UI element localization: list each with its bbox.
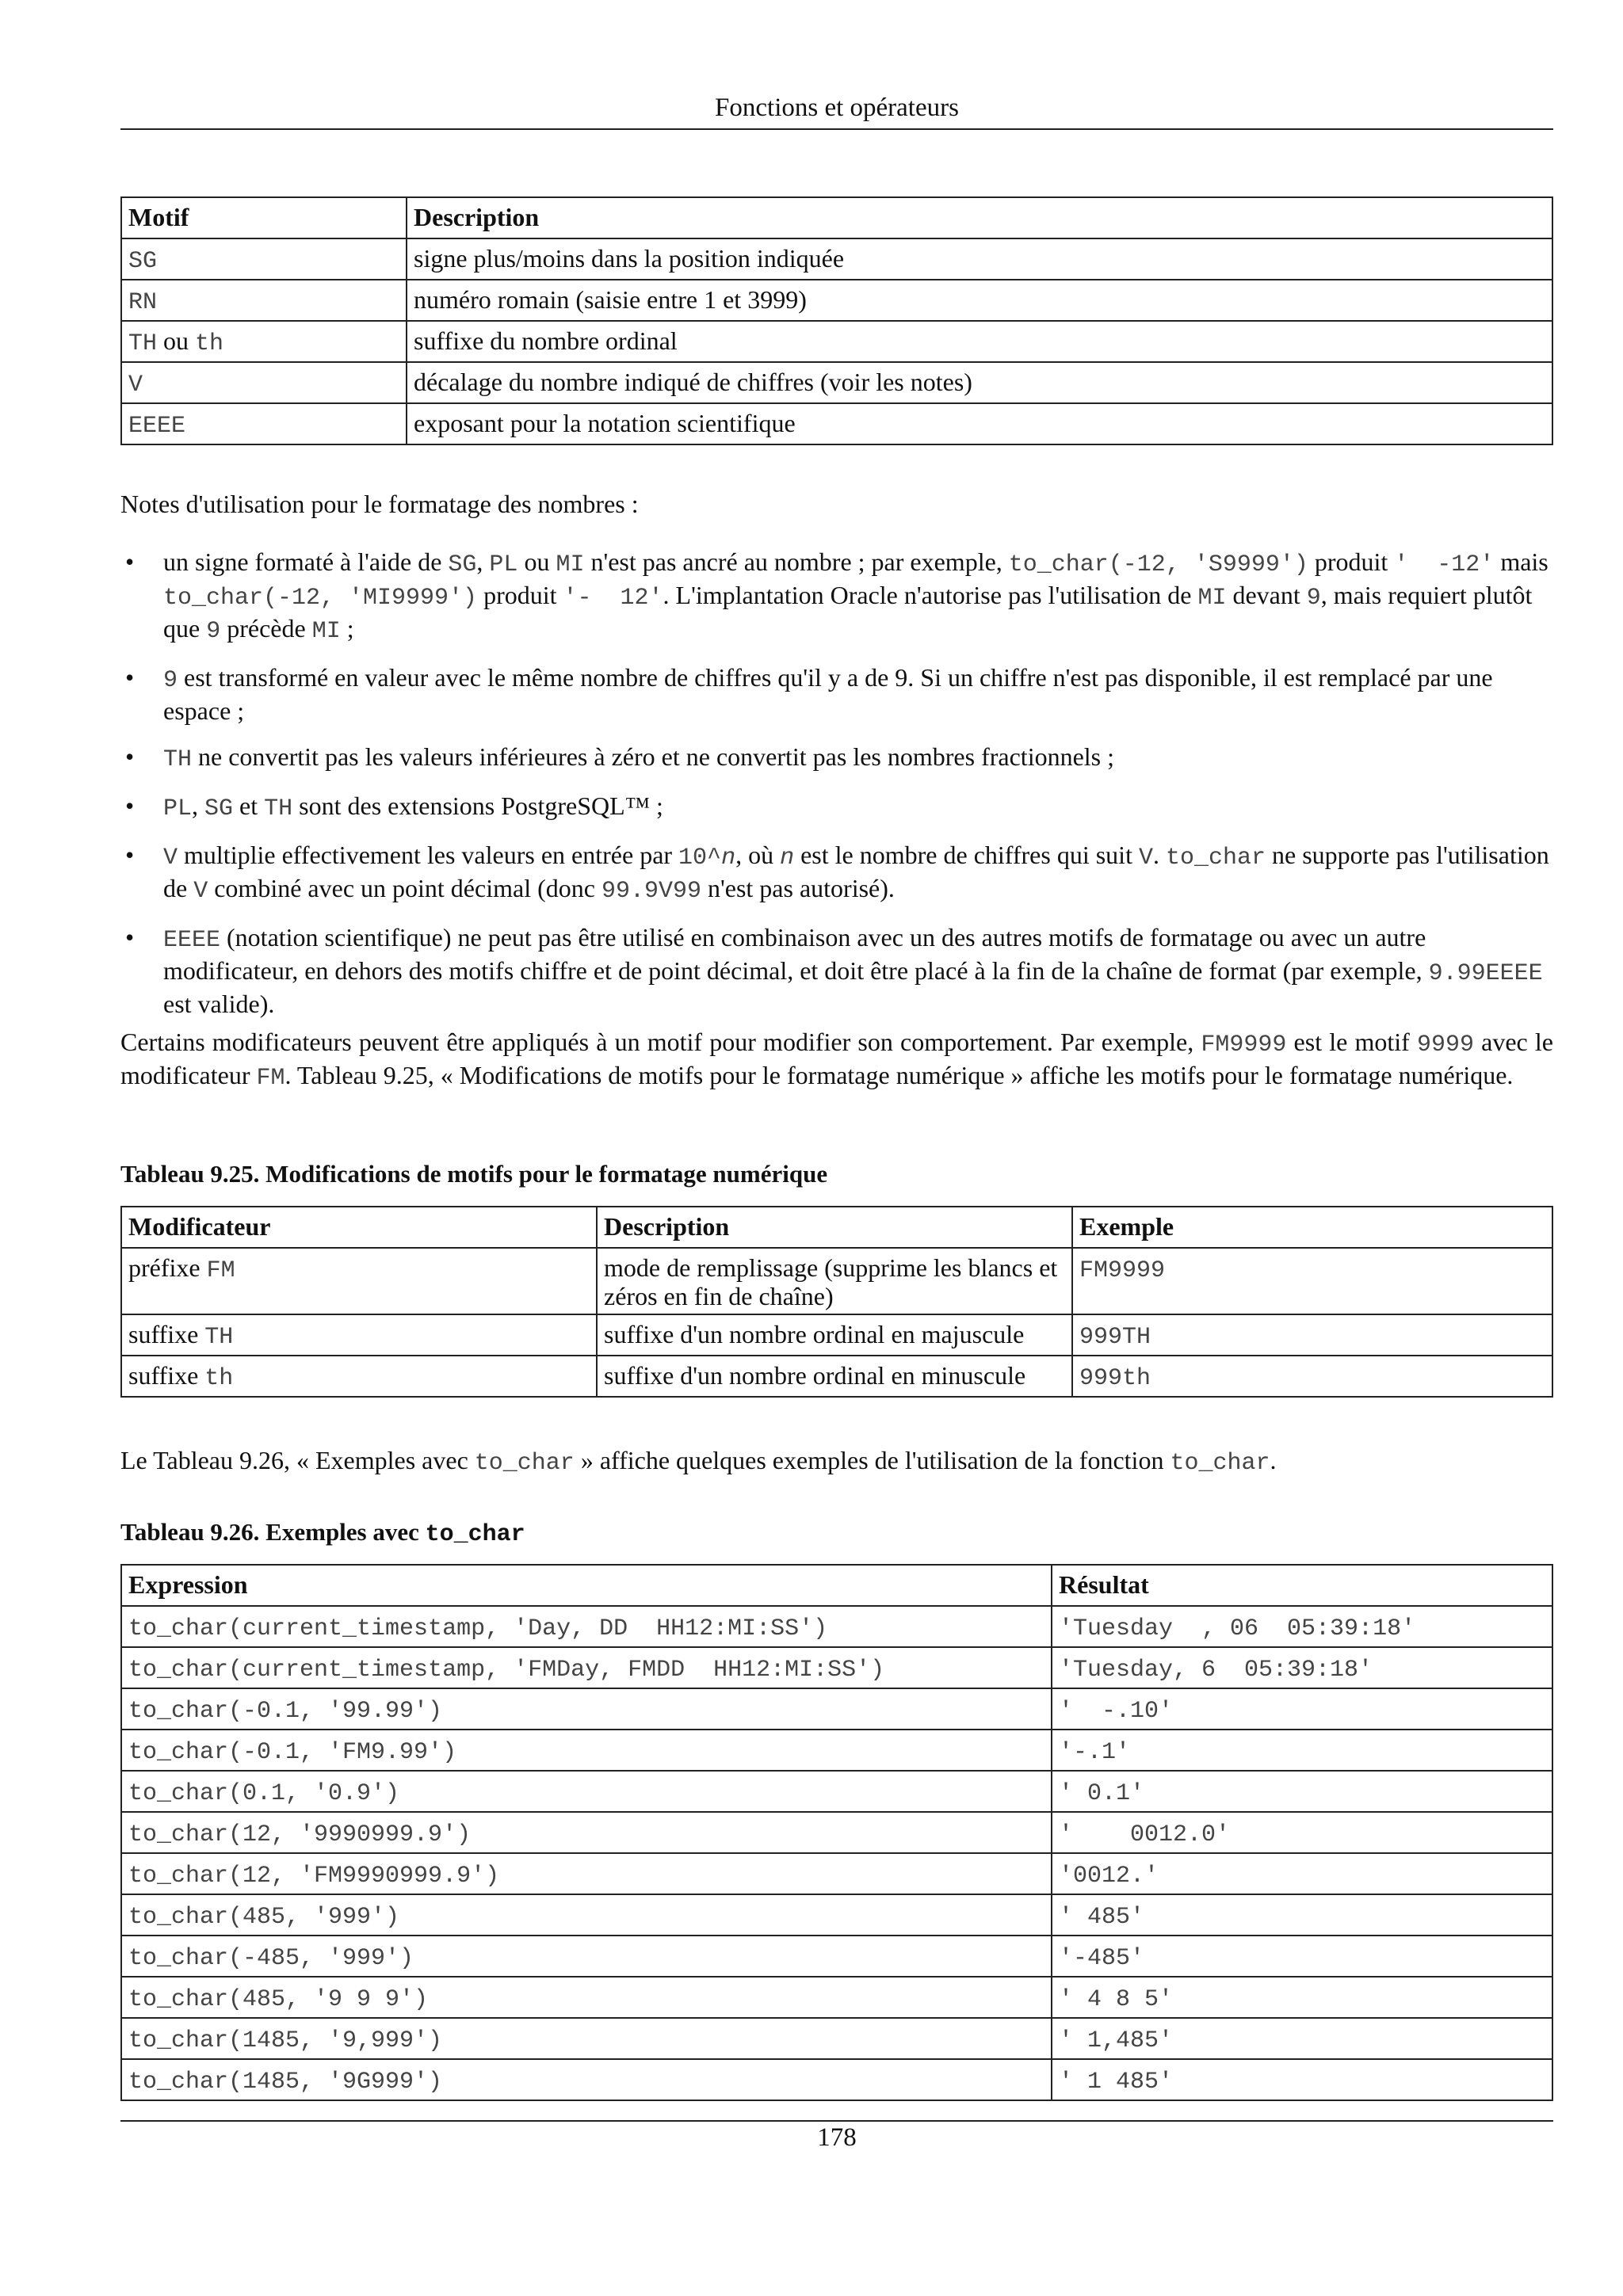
table-header-row [121,1207,1552,1248]
table-row [121,1812,1552,1853]
expression-code: to_char(1485, '9G999') [128,2069,443,2096]
expression-code: to_char(0.1, '0.9') [128,1780,400,1807]
pattern-table [120,196,1553,445]
list-item: • V multiplie effectivement les valeurs en entrée par 10^n, où n est le nombre de chiffres qui suit V. to_char ne supporte pas l'utilisation de V combiné avec un point décimal (donc 99.9V99 n'est pas autorisé). [120,840,1553,906]
list-item: • un signe formaté à l'aide de SG, PL ou MI n'est pas ancré au nombre ; par exemple, to_char(-12, 'S9999') produit ' -12' mais to_char(-12, 'MI9999') produit '- 12'. L'implantation Oracle n'autorise pas l'utilisation de MI devant 9, mais requiert plutôt que 9 précède MI ; [120,547,1553,646]
result-code: '0012.' [1059,1863,1159,1890]
column-header: Motif [121,197,407,238]
examples-table [120,1564,1553,2101]
pattern-code: SG [128,248,158,275]
table-row [121,1688,1552,1730]
expression-code: to_char(12, 'FM9990999.9') [128,1863,500,1890]
expression-code: to_char(1485, '9,999') [128,2027,443,2054]
result-code: ' 0012.0' [1059,1821,1231,1848]
column-header: Expression [121,1565,1052,1606]
table-row [121,1853,1552,1894]
pattern-code: TH [128,330,158,357]
table-caption: Tableau 9.25. Modifications de motifs pour le formatage numérique [120,1160,828,1188]
column-header: Exemple [1072,1207,1552,1248]
modifiers-paragraph: Certains modificateurs peuvent être appliqués à un motif pour modifier son comportement. Par exemple, FM9999 est le motif 9999 avec le modificateur FM. Tableau 9.25, « Modifications de motifs pour le formatage numérique » affiche les motifs pour le formatage numérique. [120,1028,1554,1092]
expression-code: to_char(485, '9 9 9') [128,1986,429,2013]
table-row [121,403,1552,444]
table-row [121,1606,1552,1647]
expression-code: to_char(-0.1, 'FM9.99') [128,1739,457,1766]
table-header-row [121,197,1552,238]
header-rule [120,128,1553,130]
pattern-description: exposant pour la notation scientifique [407,403,1552,444]
list-item: • TH ne convertit pas les valeurs inférieures à zéro et ne convertit pas les nombres fractionnels ; [120,742,1553,775]
table-row: suffixe TH suffixe d'un nombre ordinal en majuscule 999TH [121,1314,1552,1356]
footer-rule [120,2120,1553,2122]
pattern-description: signe plus/moins dans la position indiquée [407,238,1552,280]
page-number: 178 [817,2123,857,2152]
running-header: Fonctions et opérateurs [715,93,959,122]
table-row [121,1936,1552,1977]
pattern-description: numéro romain (saisie entre 1 et 3999) [407,280,1552,321]
usage-notes-list [120,547,1553,1035]
result-code: '-.1' [1059,1739,1131,1766]
expression-code: to_char(12, '9990999.9') [128,1821,472,1848]
result-code: ' 485' [1059,1904,1145,1931]
examples-intro-paragraph: Le Tableau 9.26, « Exemples avec to_char » affiche quelques exemples de l'utilisation de la fonction to_char. [120,1446,1277,1477]
table-header-row [121,1565,1552,1606]
table-row [121,1894,1552,1936]
result-code: ' 4 8 5' [1059,1986,1174,2013]
expression-code: to_char(485, '999') [128,1904,400,1931]
table-row [121,238,1552,280]
result-code: ' 1,485' [1059,2027,1174,2054]
expression-code: to_char(current_timestamp, 'FMDay, FMDD HH12:MI:SS') [128,1657,885,1684]
list-item: • EEEE (notation scientifique) ne peut pas être utilisé en combinaison avec un des autres motifs de formatage ou avec un autre modificateur, en dehors des motifs chiffre et de point décimal, et doit être placé à la fin de la chaîne de format (par exemple, 9.99EEEE est valide). [120,922,1553,1019]
table-row: préfixe FM mode de remplissage (supprime les blancs et zéros en fin de chaîne) FM9999 [121,1248,1552,1314]
column-header: Description [407,197,1552,238]
table-row [121,1977,1552,2018]
table-row [121,321,1552,362]
examples-table-body [121,1606,1552,2100]
table-row [121,1647,1552,1688]
table-caption: Tableau 9.26. Exemples avec to_char [120,1518,525,1548]
result-code: 'Tuesday, 6 05:39:18' [1059,1657,1373,1684]
pattern-code: V [128,372,143,399]
expression-code: to_char(-485, '999') [128,1945,414,1972]
column-header: Résultat [1052,1565,1552,1606]
table-row [121,280,1552,321]
pattern-code: th [195,330,224,357]
column-header: Description [597,1207,1072,1248]
list-item: • 9 est transformé en valeur avec le même nombre de chiffres qu'il y a de 9. Si un chiffre n'est pas disponible, il est remplacé par une espace ; [120,662,1553,726]
modifiers-table [120,1206,1553,1398]
table-row [121,1730,1552,1771]
list-item: • PL, SG et TH sont des extensions PostgreSQL™ ; [120,791,1553,824]
pattern-code: EEEE [128,413,186,440]
table-row [121,1771,1552,1812]
table-row [121,2059,1552,2100]
result-code: ' 1 485' [1059,2069,1174,2096]
notes-title: Notes d'utilisation pour le formatage des nombres : [120,490,639,518]
result-code: '-485' [1059,1945,1145,1972]
result-code: ' -.10' [1059,1698,1174,1725]
pattern-code: RN [128,289,158,316]
result-code: ' 0.1' [1059,1780,1145,1807]
pattern-description: décalage du nombre indiqué de chiffres (voir les notes) [407,362,1552,403]
pattern-description: suffixe du nombre ordinal [407,321,1552,362]
pattern-connector: ou [157,326,196,355]
expression-code: to_char(-0.1, '99.99') [128,1698,443,1725]
result-code: 'Tuesday , 06 05:39:18' [1059,1615,1416,1642]
table-row [121,2018,1552,2059]
table-row [121,362,1552,403]
expression-code: to_char(current_timestamp, 'Day, DD HH12:MI:SS') [128,1615,828,1642]
column-header: Modificateur [121,1207,597,1248]
table-row: suffixe th suffixe d'un nombre ordinal en minuscule 999th [121,1356,1552,1397]
